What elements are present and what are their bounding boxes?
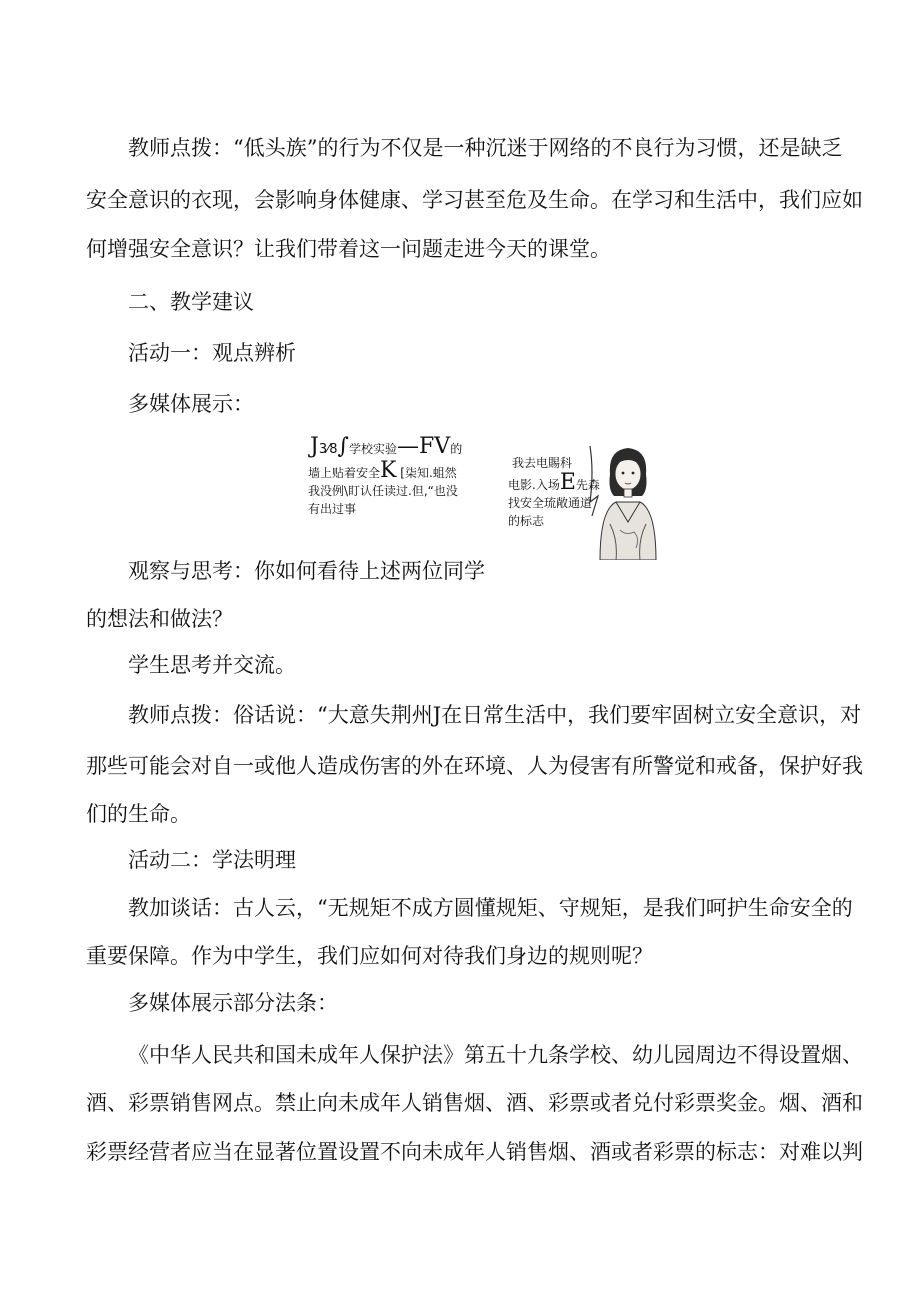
paragraph-intro-line1: 教师点拨：“低头族”的行为不仅是一种沉迷于网络的不良行为习惯，还是缺乏 [128,136,843,160]
law-text-line3: 彩票经营者应当在显著位置设置不向未成年人销售烟、酒或者彩票的标志：对难以判 [86,1140,863,1164]
left-speech-line2: 墙上贴着安全K [柒知.蛆然 [308,458,457,483]
paragraph-intro-line2: 安全意识的衣现，会影响身体健康、学习甚至危及生命。在学习和生活中，我们应如 [86,188,863,212]
observe-question-line1: 观察与思考：你如何看待上述两位同学 [128,559,485,583]
paragraph-intro-line3: 何增强安全意识？让我们带着这一问题走进今天的课堂。 [86,237,611,261]
student-portrait-icon [596,444,658,560]
teacher-note-line2: 那些可能会对自一或他人造成伤害的外在环境、人为侵害有所警觉和戒备，保护好我 [86,754,863,778]
right-speech-line1: 我去电賜科 [512,456,573,470]
law-text-line1: 《中华人民共和国未成年人保护法》第五十九条学校、幼儿园周边不得设置烟、 [128,1043,863,1067]
right-speech-line2: 电影.入场E先森 [508,470,600,495]
right-speech-line3: 找安全琉敞通道 [508,496,593,510]
left-speech-line1: J3⁄8∫学校实验—FV的 [310,434,463,459]
section-heading: 二、教学建议 [128,290,254,314]
teacher-note-line1: 教师点拨：俗话说：“大意失荆州J在日常生活中，我们要牢固树立安全意识，对 [128,703,862,727]
activity-two-title: 活动二：学法明理 [128,848,296,872]
media-law-label: 多媒体展示部分法条： [128,991,338,1015]
multimedia-figure [300,432,660,560]
right-speech-line4: 的标志 [508,514,545,528]
media-display-label: 多媒体展示： [128,392,254,416]
teacher-note-line3: 们的生命。 [86,802,191,826]
teacher-talk-line1: 教加谈话：古人云，“无规矩不成方圆懂规矩、守规矩，是我们呵护生命安全的 [128,896,853,920]
left-speech-line3: 我没例\盯认任读过.但,“也没 [308,484,458,498]
activity-one-title: 活动一：观点辨析 [128,341,296,365]
student-discussion: 学生思考并交流。 [128,653,296,677]
observe-question-line2: 的想法和做法？ [86,607,233,631]
law-text-line2: 酒、彩票销售网点。禁止向未成年人销售烟、酒、彩票或者兑付彩票奖金。烟、酒和 [86,1091,863,1115]
teacher-talk-line2: 重要保障。作为中学生，我们应如何对待我们身边的规则呢？ [86,944,653,968]
left-speech-line4: 有出过事 [308,502,357,516]
